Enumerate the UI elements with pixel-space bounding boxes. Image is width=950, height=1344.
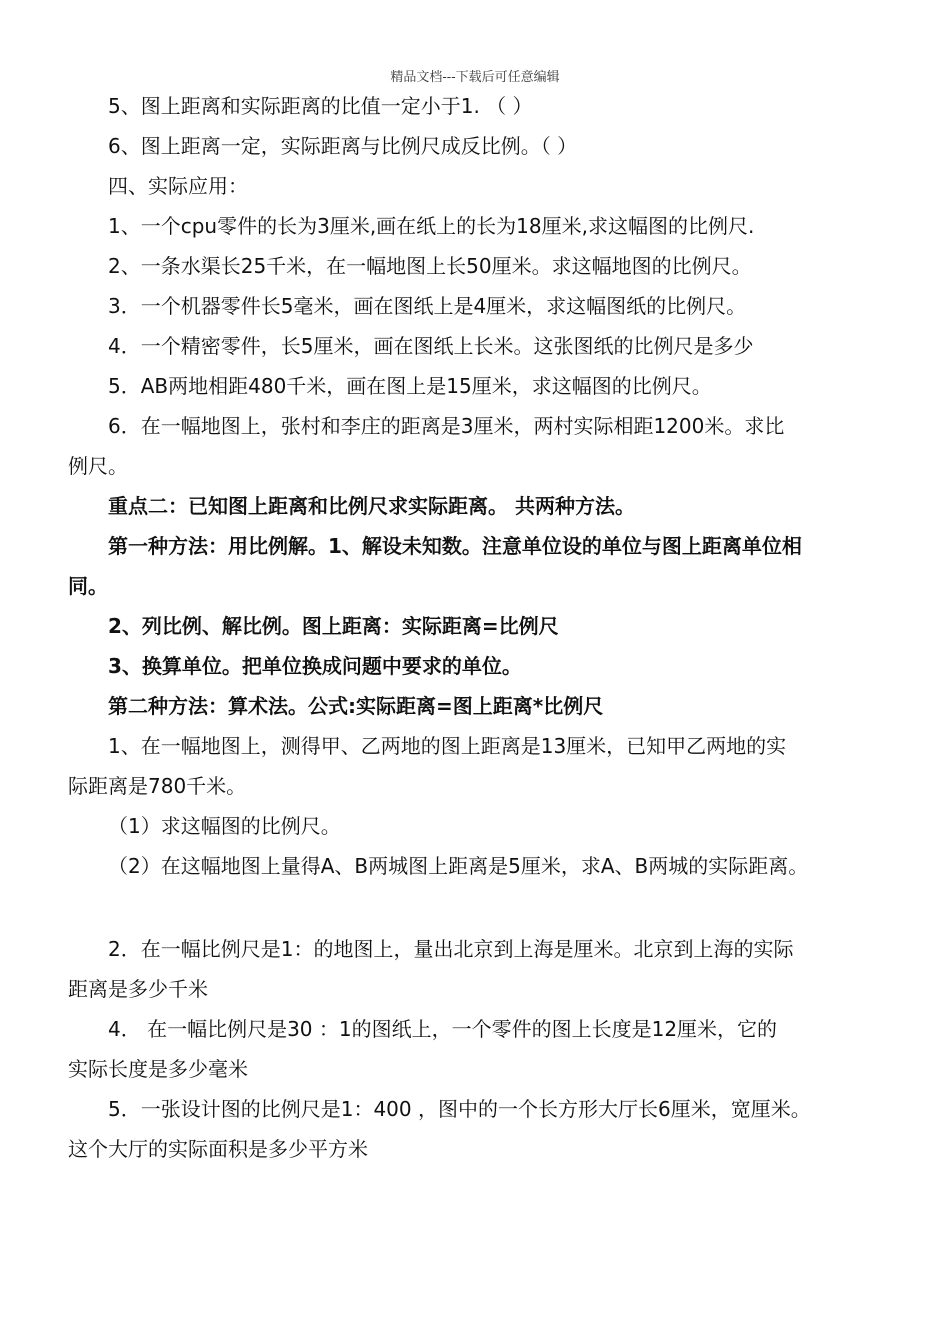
- question-line: 5．AB两地相距480千米，画在图上是15厘米，求这幅图的比例尺。: [108, 374, 712, 398]
- question-line: 5、图上距离和实际距离的比值一定小于1. （ ）: [108, 94, 533, 118]
- question-line: 4．一个精密零件，长5厘米，画在图纸上长米。这张图纸的比例尺是多少: [108, 334, 754, 358]
- question-line-continued: 距离是多少千米: [68, 977, 208, 1001]
- question-line: 6．在一幅地图上，张村和李庄的距离是3厘米，两村实际相距1200米。求比: [108, 414, 785, 438]
- key-point-heading: 重点二：已知图上距离和比例尺求实际距离。 共两种方法。: [108, 494, 635, 518]
- question-line: 1、一个cpu零件的长为3厘米,画在纸上的长为18厘米,求这幅图的比例尺.: [108, 214, 755, 238]
- page-header: 精品文档---下载后可任意编辑: [390, 70, 560, 85]
- sub-question: （1）求这幅图的比例尺。: [108, 814, 341, 838]
- method-one-line: 第一种方法：用比例解。1、解设未知数。注意单位设的单位与图上距离单位相: [108, 534, 802, 558]
- question-line-continued: 这个大厅的实际面积是多少平方米: [68, 1137, 368, 1161]
- question-line: 1、在一幅地图上，测得甲、乙两地的图上距离是13厘米，已知甲乙两地的实: [108, 734, 787, 758]
- question-line: 5．一张设计图的比例尺是1：400 ，图中的一个长方形大厅长6厘米，宽厘米。: [108, 1097, 811, 1121]
- method-one-step: 2、列比例、解比例。图上距离：实际距离=比例尺: [108, 614, 559, 638]
- question-line: 3．一个机器零件长5毫米，画在图纸上是4厘米，求这幅图纸的比例尺。: [108, 294, 747, 318]
- question-line: 6、图上距离一定，实际距离与比例尺成反比例。（ ）: [108, 134, 578, 158]
- question-line: 4． 在一幅比例尺是30 ：1的图纸上，一个零件的图上长度是12厘米，它的: [108, 1017, 778, 1041]
- section-heading: 四、实际应用：: [108, 174, 248, 198]
- method-one-step: 3、换算单位。把单位换成问题中要求的单位。: [108, 654, 522, 678]
- question-line-continued: 例尺。: [68, 454, 128, 478]
- question-line-continued: 际距离是780千米。: [68, 774, 247, 798]
- sub-question: （2）在这幅地图上量得A、B两城图上距离是5厘米，求A、B两城的实际距离。: [108, 854, 809, 878]
- method-one-line-continued: 同。: [68, 574, 108, 598]
- method-two-line: 第二种方法：算术法。公式:实际距离=图上距离*比例尺: [108, 694, 604, 718]
- question-line: 2、一条水渠长25千米，在一幅地图上长50厘米。求这幅地图的比例尺。: [108, 254, 752, 278]
- question-line: 2．在一幅比例尺是1：的地图上，量出北京到上海是厘米。北京到上海的实际: [108, 937, 794, 961]
- question-line-continued: 实际长度是多少毫米: [68, 1057, 248, 1081]
